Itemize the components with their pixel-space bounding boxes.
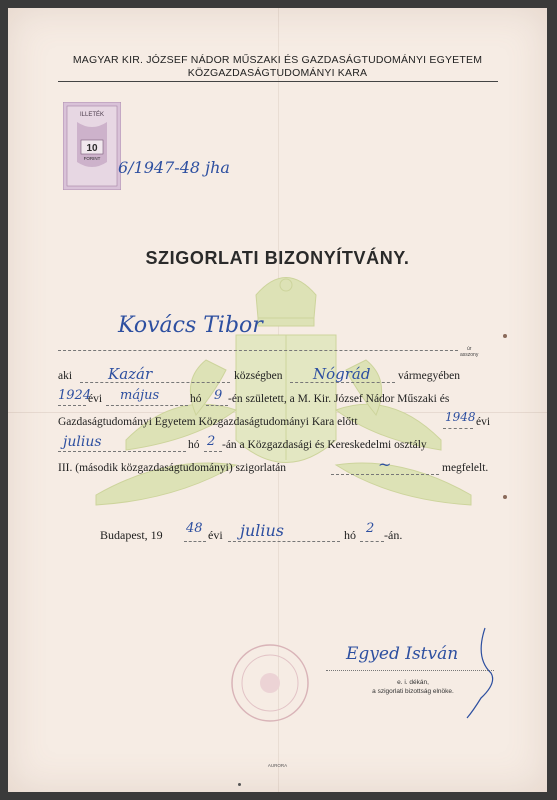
label-aki: aki bbox=[58, 370, 73, 382]
birth-village: Kazár bbox=[108, 365, 153, 383]
label-an: -án. bbox=[384, 528, 403, 542]
label-varmegyeben: vármegyében bbox=[398, 370, 460, 382]
stamp-amount: 10 bbox=[86, 143, 98, 154]
grade-line bbox=[331, 474, 439, 475]
birth-year-line bbox=[58, 405, 86, 406]
city-prefix: Budapest, 19 bbox=[100, 528, 163, 542]
certificate-paper bbox=[8, 8, 547, 792]
document-title: SZIGORLATI BIZONYÍTVÁNY. bbox=[145, 248, 410, 268]
university-name: MAGYAR KIR. JÓZSEF NÁDOR MŰSZAKI ÉS GAZDASÁGTUDOMÁNYI EGYETEM bbox=[72, 54, 483, 66]
label-ho: hó bbox=[190, 393, 202, 405]
printer-mark: AURORA bbox=[267, 763, 288, 768]
exam-name: III. (második közgazdaságtudományi) szigorlatán bbox=[58, 462, 287, 474]
sign-year: 48 bbox=[186, 521, 203, 536]
grade-mark: ~ bbox=[378, 455, 392, 474]
faculty-name: KÖZGAZDASÁGTUDOMÁNYI KARA bbox=[187, 67, 368, 79]
reference-number: 6/1947-48 jha bbox=[118, 158, 230, 177]
label-evi-sign: évi bbox=[208, 528, 223, 542]
header-rule bbox=[58, 81, 498, 82]
label-megfelelt: megfelelt. bbox=[442, 462, 489, 474]
name-line bbox=[58, 350, 458, 351]
exam-year: 1948 bbox=[445, 410, 476, 424]
label-evi: évi bbox=[88, 393, 103, 405]
faculty-line: Gazdaságtudományi Egyetem Közgazdaságtudományi Kara előtt bbox=[58, 416, 358, 428]
faculty-seal bbox=[228, 641, 313, 726]
sign-month-line bbox=[228, 541, 340, 542]
honorific-label: úr asszony bbox=[460, 346, 479, 358]
label-kozsegben: községben bbox=[234, 370, 283, 382]
birth-day-line bbox=[206, 405, 228, 406]
label-ho-exam: hó bbox=[188, 439, 200, 451]
exam-year-line bbox=[443, 428, 473, 429]
birth-month: május bbox=[120, 388, 160, 403]
birth-day: 9 bbox=[214, 388, 223, 403]
label-szuletett: -én született, a M. Kir. József Nádor Műszaki és bbox=[228, 393, 450, 405]
sign-day: 2 bbox=[366, 521, 375, 536]
binding-hole bbox=[503, 334, 507, 338]
label-ho-sign: hó bbox=[344, 528, 356, 542]
sign-day-line bbox=[360, 541, 384, 542]
dean-title: e. i. dékán, a szigorlati bizottság elnöke. bbox=[372, 679, 454, 695]
exam-month-line bbox=[58, 451, 186, 452]
exam-day-line bbox=[204, 451, 222, 452]
student-name: Kovács Tibor bbox=[118, 313, 263, 338]
revenue-stamp bbox=[63, 102, 121, 190]
binding-hole bbox=[503, 495, 507, 499]
birth-month-line bbox=[106, 405, 188, 406]
village-line bbox=[80, 382, 230, 383]
exam-month: julius bbox=[63, 434, 102, 450]
stamp-unit: FORINT bbox=[83, 156, 101, 161]
dean-signature: Egyed István bbox=[346, 644, 459, 664]
signature-line bbox=[326, 670, 494, 671]
paper-spot bbox=[238, 783, 241, 786]
department: -án a Közgazdasági és Kereskedelmi osztály bbox=[222, 439, 427, 451]
sign-month: julius bbox=[240, 521, 285, 540]
birth-year: 1924 bbox=[58, 388, 92, 403]
exam-day: 2 bbox=[207, 434, 216, 449]
label-evi-exam: évi bbox=[476, 416, 491, 428]
stamp-label: ILLETÉK bbox=[79, 112, 105, 118]
sign-year-line bbox=[184, 541, 206, 542]
birth-county: Nógrád bbox=[313, 365, 371, 383]
signature-flourish bbox=[463, 623, 503, 723]
